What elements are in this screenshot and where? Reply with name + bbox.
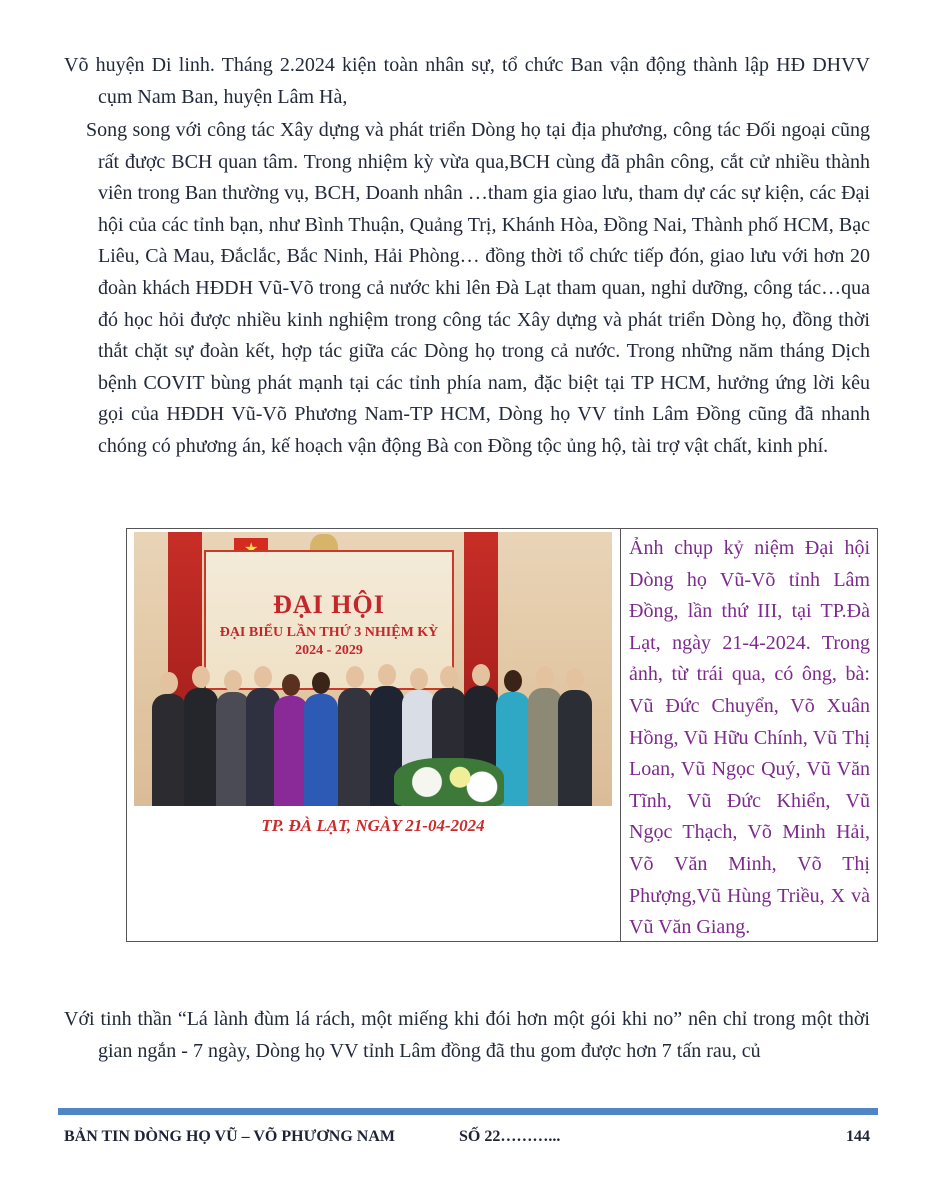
person xyxy=(216,692,250,806)
group-of-people xyxy=(134,636,612,806)
paragraph-2: Song song với công tác Xây dựng và phát triển Dòng họ tại địa phương, công tác Đối ngoại cũng rất được BCH quan tâm. Trong nhiệm kỳ vừa qua,BCH cùng đã phân công, cắt cử nhiều thành viên trong Ban thường vụ, BCH, Doanh nhân …tham gia giao lưu, tham dự các sự kiện, các Đại hội của các tỉnh bạn, như Bình Thuận, Quảng Trị, Khánh Hòa, Đồng Nai, Thành phố HCM, Bạc Liêu, Cà Mau, Đắclắc, Bắc Ninh, Hải Phòng… đồng thời tổ chức tiếp đón, giao lưu với hơn 20 đoàn khách HĐDH Vũ-Võ trong cả nước khi lên Đà Lạt tham quan, nghỉ dưỡng, công tác…qua đó học hỏi được nhiều kinh nghiệm trong công tác Xây dựng và phát triển Dòng họ, đồng thời thắt chặt sự đoàn kết, hợp tác giữa các Dòng họ trong cả nước. Trong những năm tháng Dịch bệnh COVIT bùng phát mạnh tại các tỉnh phía nam, đặc biệt tại TP HCM, hưởng ứng lời kêu gọi của HĐDH Vũ-Võ Phương Nam-TP HCM, Dòng họ VV tỉnh Lâm Đồng cũng đã nhanh chóng có phương án, kế hoạch vận động Bà con Đồng tộc ủng hộ, tài trợ vật chất, kinh phí. xyxy=(86,119,870,457)
person xyxy=(304,694,338,806)
figure-caption: Ảnh chụp kỷ niệm Đại hội Dòng họ Vũ-Võ tỉnh Lâm Đồng, lần thứ III, tại TP.Đà Lạt, ngày 21-4-2024. Trong ảnh, từ trái qua, có ông, bà: Vũ Đức Chuyển, Võ Xuân Hồng, Vũ Hữu Chính, Vũ Thị Loan, Vũ Ngọc Quý, Vũ Văn Tĩnh, Vũ Đức Khiển, Vũ Ngọc Thạch, Võ Minh Hải, Võ Văn Minh, Võ Thị Phượng,Vũ Hùng Triều, X và Vũ Văn Giang. xyxy=(629,537,870,939)
banner-title: ĐẠI HỘI xyxy=(273,590,385,619)
page-footer xyxy=(64,1128,870,1150)
photo-caption: TP. ĐÀ LẠT, NGÀY 21-04-2024 xyxy=(134,806,612,846)
paragraph-3: Với tinh thần “Lá lành đùm lá rách, một miếng khi đói hơn một gói khi no” nên chỉ trong một thời gian ngắn - 7 ngày, Dòng họ VV tỉnh Lâm đồng đã thu gom được hơn 7 tấn rau, củ xyxy=(64,1008,870,1062)
person xyxy=(338,688,372,806)
flower-arrangement xyxy=(394,758,504,806)
person xyxy=(184,688,218,806)
person xyxy=(558,690,592,806)
person xyxy=(528,688,562,806)
paragraph-1: Võ huyện Di linh. Tháng 2.2024 kiện toàn nhân sự, tổ chức Ban vận động thành lập HĐ DHVV cụm Nam Ban, huyện Lâm Hà, xyxy=(64,54,870,108)
person xyxy=(274,696,308,806)
photo-cell xyxy=(127,529,621,941)
banner-subtitle: ĐẠI BIỂU LẦN THỨ 3 NHIỆM KỲ 2024 - 2029 xyxy=(219,625,439,658)
figure-table xyxy=(126,528,878,942)
person xyxy=(152,694,186,806)
issue-number: SỐ 22………... xyxy=(459,1128,561,1145)
publication-title: BẢN TIN DÒNG HỌ VŨ – VÕ PHƯƠNG NAM xyxy=(64,1128,395,1145)
page-number: 144 xyxy=(846,1128,870,1145)
footer-rule xyxy=(58,1108,878,1115)
congress-photo xyxy=(134,532,612,846)
